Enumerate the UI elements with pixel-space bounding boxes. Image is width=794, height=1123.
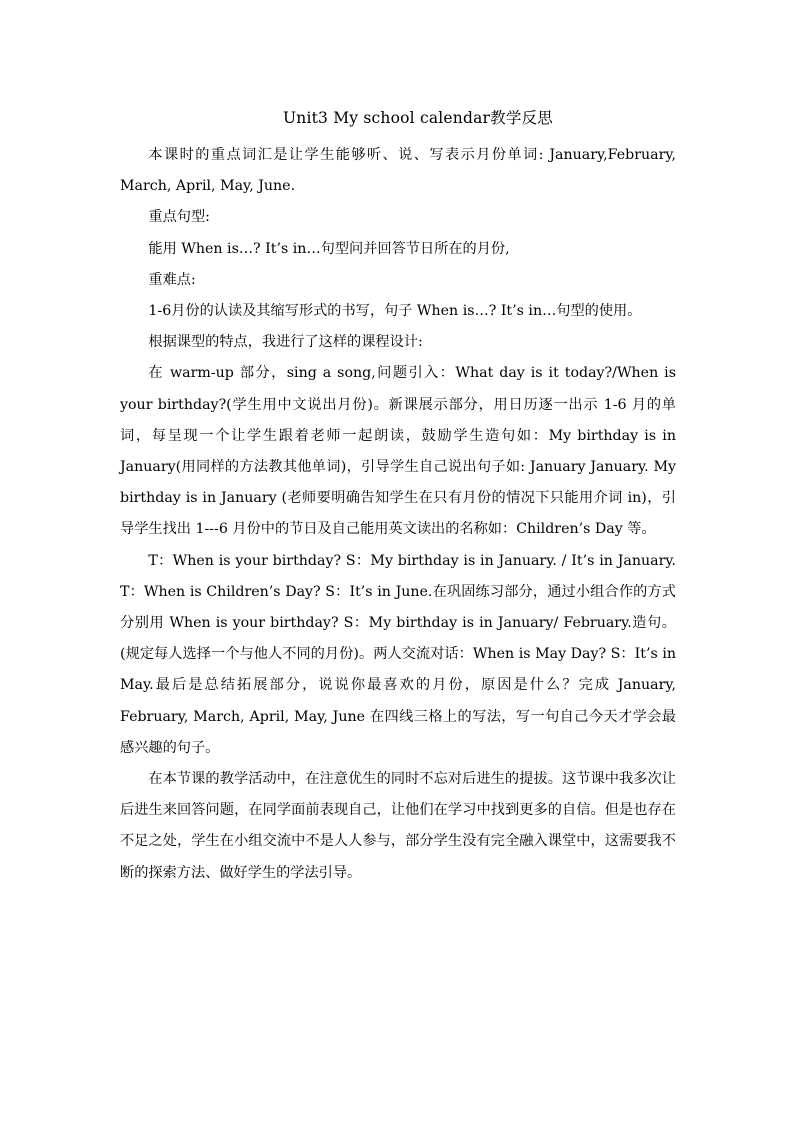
paragraph-dialogue-practice: T：When is your birthday? S：My birthday is in January. / It’s in January. T：When is Children’s Day? S：It’s in June.在巩固练习部分，通过小组合作的方式分别用 When is your birthday? S：My birthday is in January/ February.造句。(规定每人选择一个与他人不同的月份)。两人交流对话：When is May Day? S：It’s in May.最后是总结拓展部分，说说你最喜欢的月份，原因是什么？完成 January, February, March, April, May, June 在四线三格上的写法，写一句自己今天才学会最感兴趣的句子。 — [120, 552, 676, 756]
document-body — [120, 140, 676, 889]
paragraph-key-sentence-heading: 重点句型: — [148, 209, 210, 226]
paragraph-difficulty: 1-6月份的认读及其缩写形式的书写，句子 When is…? It’s in…句型的使用。 — [148, 303, 642, 320]
paragraph-key-sentence: 能用 When is…? It’s in…句型问并回答节日所在的月份, — [148, 240, 510, 257]
paragraph-reflection: 在本节课的教学活动中，在注意优生的同时不忘对后进生的提拔。这节课中我多次让后进生来回答问题，在同学面前表现自己，让他们在学习中找到更多的自信。但是也存在不足之处，学生在小组交流中不是人人参与，部分学生没有完全融入课堂中，这需要我不断的探索方法、做好学生的学法引导。 — [120, 771, 676, 881]
paragraph-key-vocabulary: 本课时的重点词汇是让学生能够听、说、写表示月份单词: January,February, March, April, May, June. — [120, 147, 676, 195]
paragraph-difficulty-heading: 重难点: — [148, 271, 196, 288]
document-title: Unit3 My school calendar教学反思 — [283, 109, 553, 127]
paragraph-course-design-intro: 根据课型的特点，我进行了这样的课程设计: — [148, 334, 423, 351]
paragraph-warm-up: 在 warm-up 部分，sing a song,问题引入：What day is it today?/When is your birthday?(学生用中文说出月份)。新课展示部分，用日历逐一出示 1-6 月的单词，每呈现一个让学生跟着老师一起朗读，鼓励学生造句如：My birthday is in January(用同样的方法教其他单词)，引导学生自己说出句子如: January January. My birthday is in January (老师要明确告知学生在只有月份的情况下只能用介词 in)，引导学生找出 1---6 月份中的节日及自己能用英文读出的名称如：Children’s Day 等。 — [120, 365, 676, 538]
